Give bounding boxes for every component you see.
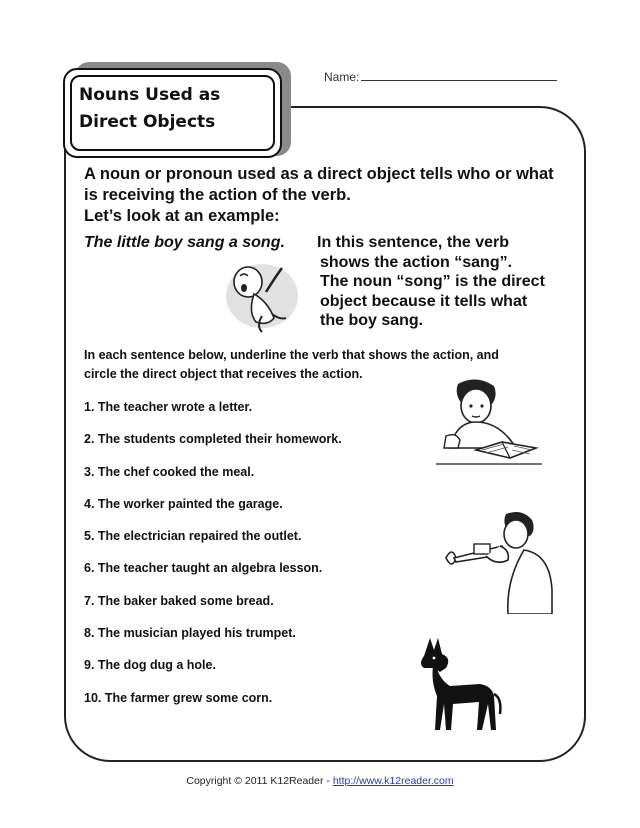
name-blank-line[interactable] [361,69,557,81]
example-explanation [317,233,570,331]
title-box [63,68,282,158]
exercise-sentence[interactable]: 8. The musician played his trumpet. [84,626,296,641]
instructions-line-1: In each sentence below, underline the verb that shows the action, and [84,348,499,362]
exercise-sentence[interactable]: 1. The teacher wrote a letter. [84,400,253,414]
exercise-sentence[interactable]: 3. The chef cooked the meal. [84,464,255,479]
website-link[interactable]: http://www.k12reader.com [332,775,454,787]
exercise-sentence[interactable]: 6. The teacher taught an algebra lesson. [84,561,323,576]
name-field[interactable] [324,69,557,84]
explanation-line: object because it tells what [320,292,528,310]
name-label: Name: [324,70,360,84]
explanation-line: In this sentence, the verb [317,234,510,251]
title-line-2: Direct Objects [79,112,216,132]
worksheet-title [79,82,220,136]
intro-line-2: is receiving the action of the verb. [84,186,351,204]
instructions-line-2: circle the direct object that receives the action. [84,367,363,381]
copyright-text: Copyright © 2011 K12Reader - [186,775,330,787]
exercise-sentence-list [84,398,342,721]
explanation-line: The noun “song” is the direct [320,273,545,290]
boy-reading-book-illustration [436,376,546,468]
page-footer [0,775,640,787]
boy-playing-trumpet-illustration [444,510,554,614]
intro-text [84,164,574,227]
intro-line-3: Let’s look at an example: [84,207,280,225]
singing-baby-illustration [218,252,302,336]
exercise-sentence[interactable]: 2. The students completed their homework. [84,432,342,447]
exercise-sentence[interactable]: 9. The dog dug a hole. [84,658,216,673]
dog-illustration [414,636,502,732]
title-line-1: Nouns Used as [79,85,221,105]
exercise-sentence[interactable]: 4. The worker painted the garage. [84,496,283,511]
example-sentence: The little boy sang a song. [84,234,285,251]
intro-line-1: A noun or pronoun used as a direct object tells who or what [84,165,554,183]
exercise-sentence[interactable]: 5. The electrician repaired the outlet. [84,529,302,544]
explanation-line: the boy sang. [320,312,424,329]
explanation-line: shows the action “sang”. [320,253,513,271]
exercise-sentence[interactable]: 10. The farmer grew some corn. [84,690,273,705]
exercise-sentence[interactable]: 7. The baker baked some bread. [84,593,274,608]
